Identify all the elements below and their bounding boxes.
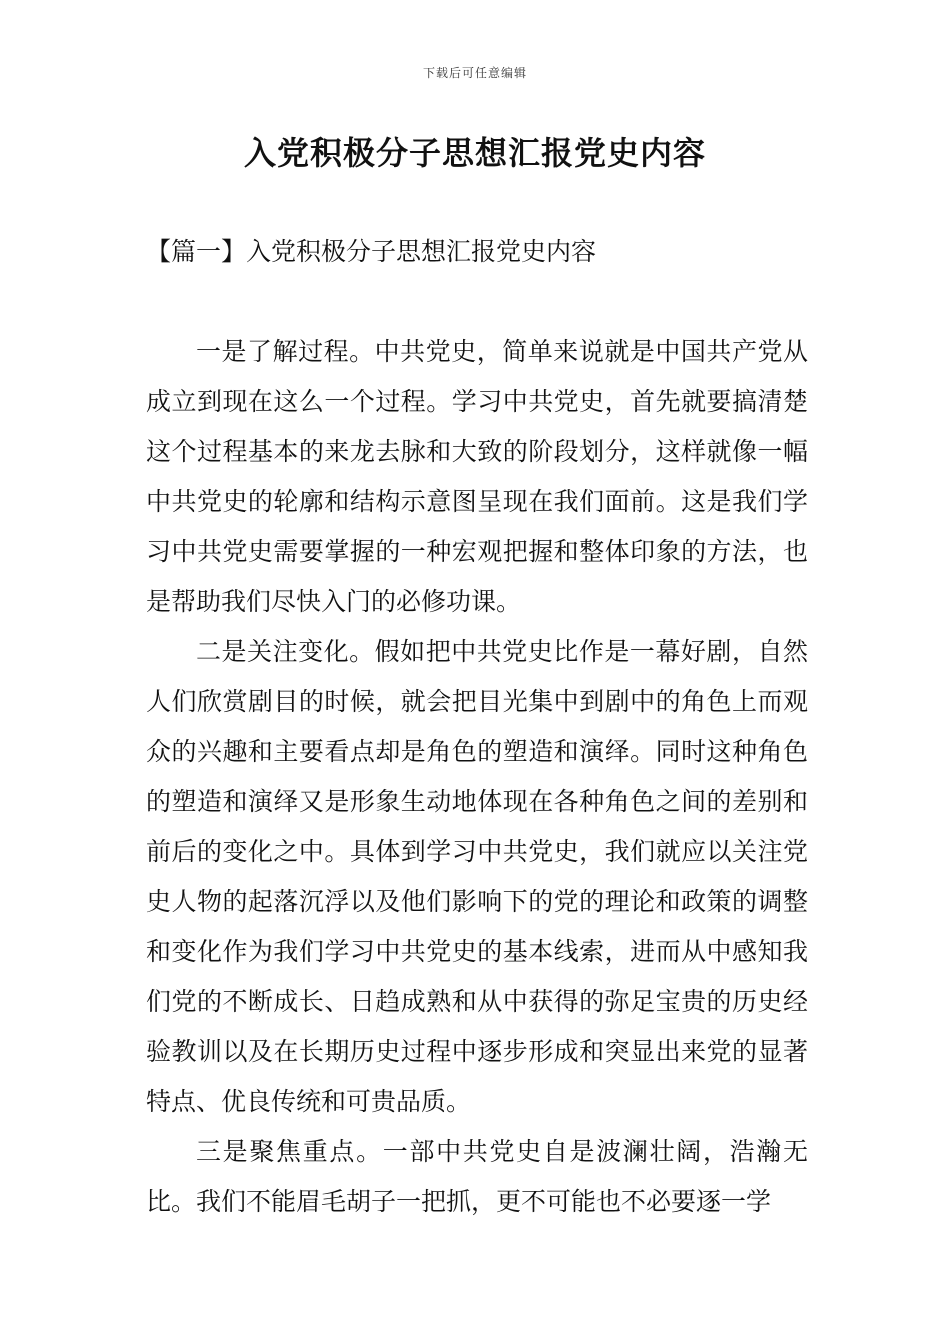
document-title: 入党积极分子思想汇报党史内容 [243,134,706,172]
section-heading: 【篇一】入党积极分子思想汇报党史内容 [146,237,597,266]
document-body [146,327,808,1227]
paragraph-2: 二是关注变化。假如把中共党史比作是一幕好剧，自然人们欣赏剧目的时候，就会把目光集中到剧中的角色上而观众的兴趣和主要看点却是角色的塑造和演绎。同时这种角色的塑造和演绎又是形象生动地体现在各种角色之间的差别和前后的变化之中。具体到学习中共党史，我们就应以关注党史人物的起落沉浮以及他们影响下的党的理论和政策的调整和变化作为我们学习中共党史的基本线索，进而从中感知我们党的不断成长、日趋成熟和从中获得的弥足宝贵的历史经验教训以及在长期历史过程中逐步形成和突显出来党的显著特点、优良传统和可贵品质。 [146,637,808,1116]
paragraph-3: 三是聚焦重点。一部中共党史自是波澜壮阔，浩瀚无比。我们不能眉毛胡子一把抓，更不可能也不必要逐一学 [146,1137,808,1216]
header-note: 下载后可任意编辑 [422,66,527,80]
paragraph-1: 一是了解过程。中共党史，简单来说就是中国共产党从成立到现在这么一个过程。学习中共党史，首先就要搞清楚这个过程基本的来龙去脉和大致的阶段划分，这样就像一幅中共党史的轮廓和结构示意图呈现在我们面前。这是我们学习中共党史需要掌握的一种宏观把握和整体印象的方法，也是帮助我们尽快入门的必修功课。 [146,337,808,616]
